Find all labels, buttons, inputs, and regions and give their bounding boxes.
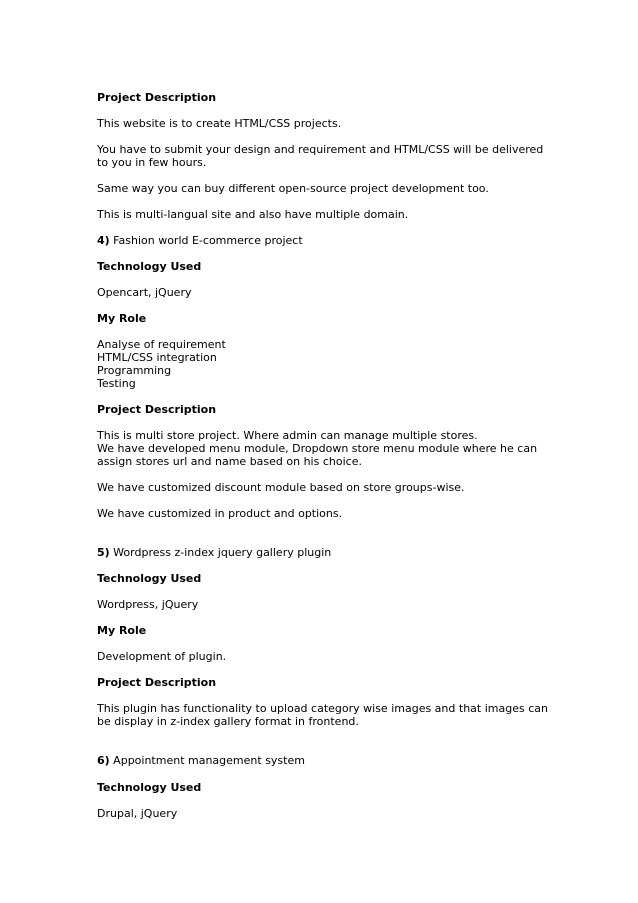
project-title	[97, 546, 331, 559]
paragraph: This is multi-langual site and also have multiple domain.	[97, 208, 409, 221]
project-name: Appointment management system	[109, 754, 305, 767]
paragraph: We have developed menu module, Dropdown store menu module where he can	[97, 442, 538, 455]
paragraph: assign stores url and name based on his choice.	[97, 455, 362, 468]
section-heading: My Role	[97, 312, 147, 325]
paragraph: We have customized discount module based on store groups-wise.	[97, 481, 465, 494]
project-title	[97, 754, 305, 767]
section-heading: My Role	[97, 624, 147, 637]
project-number: 6)	[97, 754, 110, 767]
section-heading: Technology Used	[97, 260, 202, 273]
role-item: Programming	[97, 364, 172, 377]
paragraph: be display in z-index gallery format in frontend.	[97, 715, 359, 728]
project-name: Fashion world E-commerce project	[109, 234, 303, 247]
paragraph: Wordpress, jQuery	[97, 598, 199, 611]
paragraph: This plugin has functionality to upload category wise images and that images can	[97, 702, 548, 715]
paragraph: You have to submit your design and requirement and HTML/CSS will be delivered	[97, 143, 544, 156]
paragraph: This is multi store project. Where admin can manage multiple stores.	[97, 429, 478, 442]
paragraph: Development of plugin.	[97, 650, 227, 663]
paragraph: We have customized in product and options.	[97, 507, 343, 520]
project-title	[97, 234, 303, 247]
paragraph: Opencart, jQuery	[97, 286, 192, 299]
paragraph: to you in few hours.	[97, 156, 207, 169]
paragraph: Drupal, jQuery	[97, 807, 178, 820]
section-heading: Technology Used	[97, 781, 202, 794]
section-heading: Project Description	[97, 676, 217, 689]
project-number: 5)	[97, 546, 110, 559]
project-name: Wordpress z-index jquery gallery plugin	[109, 546, 332, 559]
section-heading: Technology Used	[97, 572, 202, 585]
section-heading: Project Description	[97, 403, 217, 416]
paragraph: This website is to create HTML/CSS projects.	[97, 117, 342, 130]
section-heading: Project Description	[97, 91, 217, 104]
project-number: 4)	[97, 234, 110, 247]
role-item: HTML/CSS integration	[97, 351, 217, 364]
paragraph: Same way you can buy different open-source project development too.	[97, 182, 489, 195]
role-item: Testing	[97, 377, 136, 390]
role-item: Analyse of requirement	[97, 338, 226, 351]
